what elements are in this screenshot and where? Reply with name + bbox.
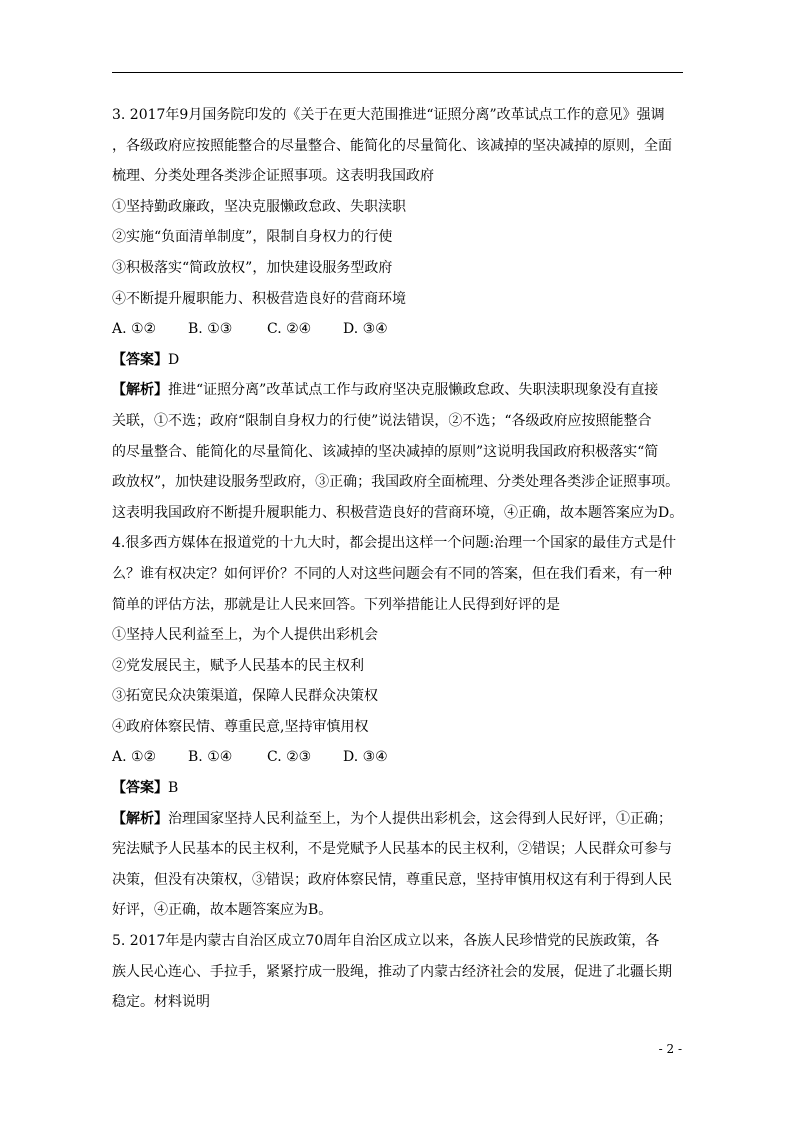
page-number: - 2 - — [658, 1042, 682, 1056]
analysis-text: 这表明我国政府不断提升履职能力、积极营造良好的营商环境，④正确，故本题答案应为D。 — [112, 504, 684, 521]
option-a: A. ①② — [112, 749, 157, 766]
answer-value: B — [168, 780, 179, 797]
question-4 — [112, 528, 686, 926]
question-stem-line: 简单的评估方法，那就是让人民来回答。下列举措能让人民得到好评的是 — [112, 596, 560, 613]
question-stem-line: 4.很多西方媒体在报道党的十九大时，都会提出这样一个问题:治理一个国家的最佳方式是什 — [112, 535, 677, 552]
option-b: B. ①③ — [188, 321, 233, 338]
option-b: B. ①④ — [188, 749, 233, 766]
question-3 — [112, 100, 686, 528]
answer-line — [112, 345, 686, 376]
statement-1: ①坚持勤政廉政，坚决克服懒政怠政、失职渎职 — [112, 198, 406, 215]
question-stem-line: 5. 2017年是内蒙古自治区成立70周年自治区成立以来，各族人民珍惜党的民族政策，各 — [112, 933, 660, 950]
analysis-label: 【解析】 — [112, 382, 168, 399]
question-stem-line: 么？谁有权决定？如何评价？不同的人对这些问题会有不同的答案，但在我们看来，有一种 — [112, 565, 672, 582]
analysis-line — [112, 804, 686, 835]
statement-4: ④政府体察民情、尊重民意,坚持审慎用权 — [112, 718, 369, 735]
statement-2: ②实施“负面清单制度”，限制自身权力的行使 — [112, 229, 393, 246]
document-body — [112, 100, 686, 1018]
analysis-text: 宪法赋予人民基本的民主权利，不是党赋予人民基本的民主权利，②错误；人民群众可参与 — [112, 841, 672, 858]
statement-3: ③拓宽民众决策渠道，保障人民群众决策权 — [112, 688, 378, 705]
option-a: A. ①② — [112, 321, 157, 338]
analysis-text: 的尽量整合、能简化的尽量简化、该减掉的坚决减掉的原则”这说明我国政府积极落实“简 — [112, 443, 659, 460]
question-stem-line: 3. 2017年9月国务院印发的《关于在更大范围推进“证照分离”改革试点工作的意见》强调 — [112, 107, 665, 123]
answer-label: 【答案】 — [112, 780, 168, 797]
answer-line — [112, 773, 686, 804]
option-c: C. ②④ — [267, 321, 312, 338]
statement-4: ④不断提升履职能力、积极营造良好的营商环境 — [112, 290, 406, 307]
analysis-text: 决策，但没有决策权，③错误；政府体察民情，尊重民意，坚持审慎用权这有利于得到人民 — [112, 871, 672, 888]
option-d: D. ③④ — [343, 749, 388, 766]
analysis-text: 推进“证照分离”改革试点工作与政府坚决克服懒政怠政、失职渎职现象没有直接 — [168, 382, 659, 399]
analysis-text: 好评，④正确，故本题答案应为B。 — [112, 902, 333, 919]
answer-label: 【答案】 — [112, 351, 168, 368]
analysis-text: 关联，①不选；政府“限制自身权力的行使”说法错误，②不选；“各级政府应按照能整合 — [112, 412, 652, 429]
answer-value: D — [168, 351, 180, 368]
statement-1: ①坚持人民利益至上，为个人提供出彩机会 — [112, 627, 378, 644]
analysis-label: 【解析】 — [112, 810, 168, 827]
answer-options — [112, 742, 686, 773]
question-5 — [112, 926, 686, 1018]
analysis-text: 治理国家坚持人民利益至上，为个人提供出彩机会，这会得到人民好评，①正确； — [168, 810, 672, 827]
question-stem-line: 族人民心连心、手拉手，紧紧拧成一股绳，推动了内蒙古经济社会的发展，促进了北疆长期 — [112, 963, 672, 980]
option-c: C. ②③ — [267, 749, 312, 766]
analysis-line — [112, 375, 686, 406]
statement-2: ②党发展民主，赋予人民基本的民主权利 — [112, 657, 364, 674]
statement-3: ③积极落实“简政放权”，加快建设服务型政府 — [112, 259, 393, 276]
question-stem-line: 梳理、分类处理各类涉企证照事项。这表明我国政府 — [112, 168, 434, 185]
header-rule — [112, 72, 683, 73]
option-d: D. ③④ — [343, 321, 388, 338]
question-stem-line: 稳定。材料说明 — [112, 994, 210, 1011]
answer-options — [112, 314, 686, 345]
question-stem-line: ，各级政府应按照能整合的尽量整合、能简化的尽量简化、该减掉的坚决减掉的原则，全面 — [112, 137, 672, 154]
analysis-text: 政放权”，加快建设服务型政府，③正确；我国政府全面梳理、分类处理各类涉企证照事项。 — [112, 474, 680, 491]
